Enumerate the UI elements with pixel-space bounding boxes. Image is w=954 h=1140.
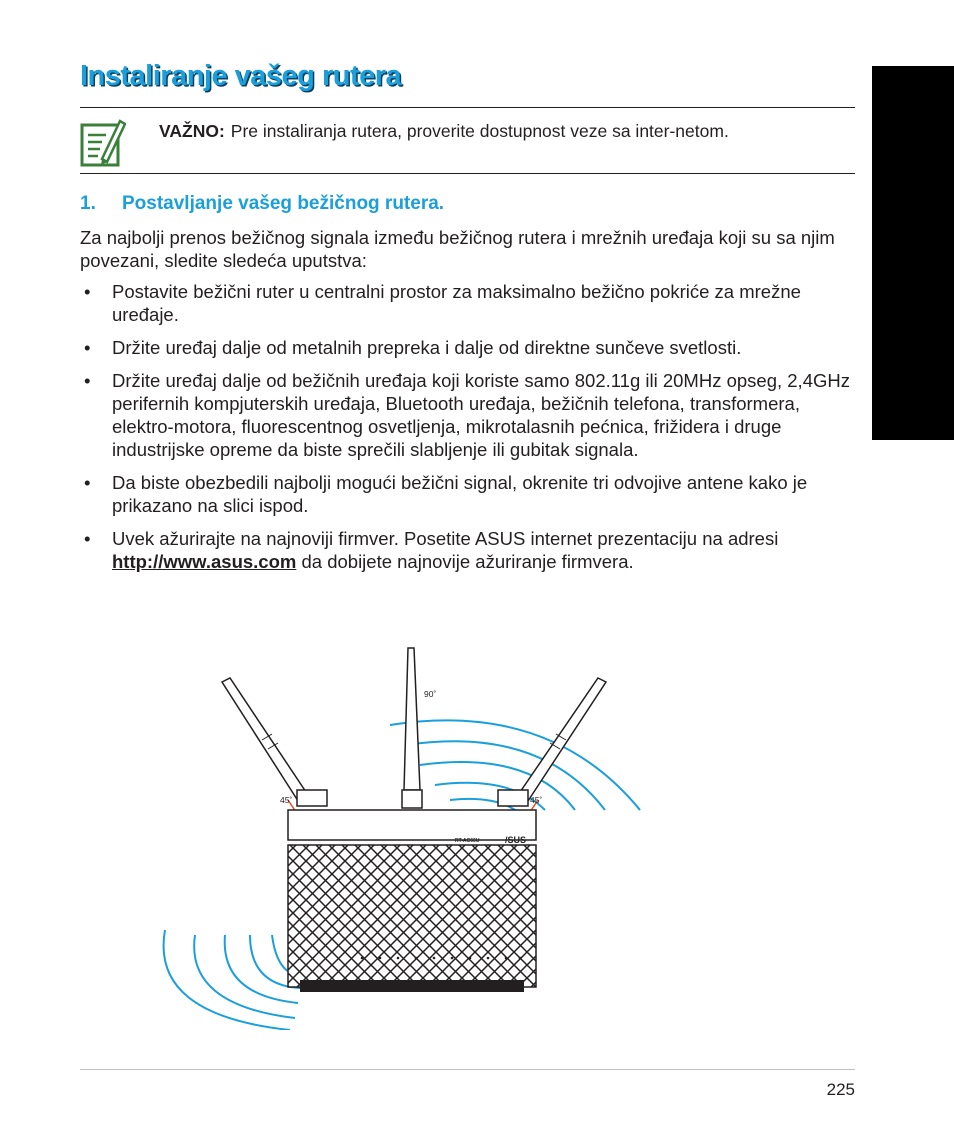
angle-label-left: 45˚ [280, 795, 293, 805]
list-item: • Postavite bežični ruter u centralni prostor za maksimalno bežično pokriće za mrežne uređaje. [80, 280, 860, 326]
footer-rule [80, 1069, 855, 1070]
list-item: • Držite uređaj dalje od bežičnih uređaja koji koriste samo 802.11g ili 20MHz opseg, 2,4GHz perifernih kompjuterskih uređaja, Bluetooth uređaja, bežičnih telefona, transformera, elektro-motora, fluorescentnog osvetljenja, mikrotalasnih pećnica, frižidera i druge industrijske opreme da biste sprečili slabljenje ili gubitak signala. [80, 369, 860, 461]
note-bottom-rule [80, 173, 855, 174]
angle-label-right: 45˚ [530, 795, 543, 805]
language-side-tab [872, 66, 954, 440]
angle-label-center: 90˚ [424, 689, 437, 699]
list-item [80, 527, 860, 573]
firmware-text-before: Uvek ažurirajte na najnoviji firmver. Posetite ASUS internet prezentaciju na adresi [112, 528, 779, 549]
asus-logo: /SUS [505, 835, 527, 845]
note-text: Pre instaliranja rutera, proverite dostupnost veze sa inter-netom. [230, 121, 729, 141]
antenna-center [402, 648, 422, 808]
antenna-left [222, 678, 327, 806]
note-top-rule [80, 107, 855, 108]
firmware-text-after: da dobijete najnovije ažuriranje firmvera. [296, 551, 634, 572]
page-number: 225 [826, 1080, 855, 1099]
list-item: • Da biste obezbedili najbolji mogući bežični signal, okrenite tri odvojive antene kako je prikazano na slici ispod. [80, 471, 860, 517]
signal-waves-left [164, 930, 302, 1030]
section-title: Postavljanje vašeg bežičnog rutera. [122, 193, 445, 214]
asus-website-link[interactable]: http://www.asus.com [112, 551, 297, 572]
section-heading [80, 193, 444, 215]
section-number: 1. [80, 193, 96, 214]
intro-paragraph: Za najbolji prenos bežičnog signala između bežičnog rutera i mrežnih uređaja koji su sa njim povezani, sledite sledeća uputstva: [80, 227, 835, 271]
placement-tips-list [80, 280, 860, 583]
list-item: • Držite uređaj dalje od metalnih prepreka i dalje od direktne sunčeve svetlosti. [80, 336, 860, 359]
page-title: Instaliranje vašeg rutera [80, 60, 402, 92]
note-pencil-icon [80, 115, 126, 167]
router-antenna-figure [150, 640, 660, 1030]
note-label: VAŽNO: [159, 121, 225, 141]
router-body [288, 810, 536, 992]
router-model-label: RT-AC66U [455, 838, 480, 844]
important-note [159, 120, 839, 143]
